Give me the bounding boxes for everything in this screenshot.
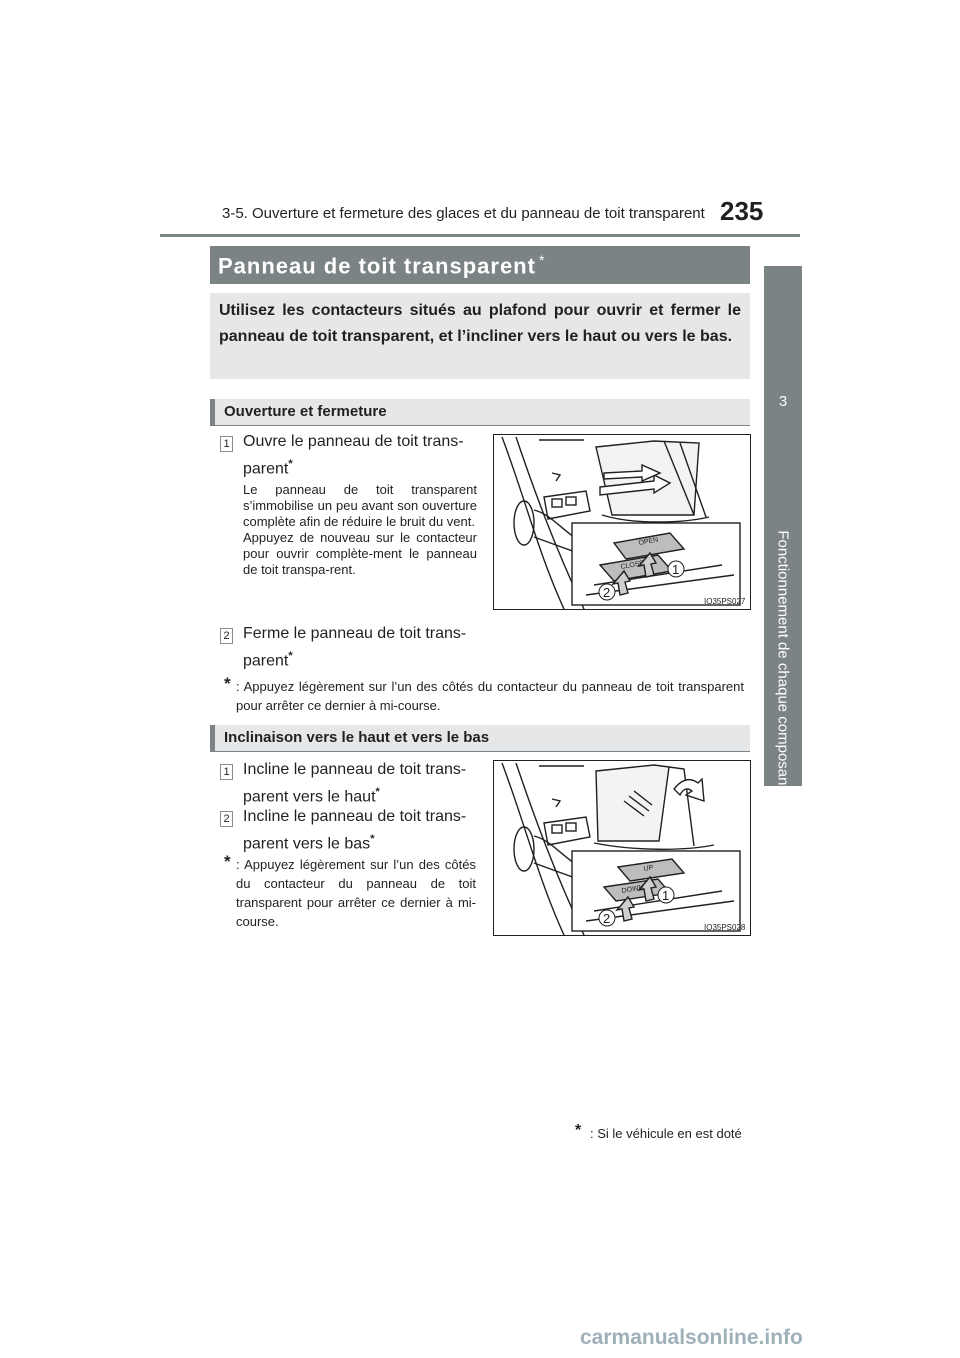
callout-2: 2 (603, 585, 611, 600)
item-tilt-up-line1: Incline le panneau de toit trans- (243, 761, 467, 778)
page-title (218, 252, 545, 279)
section-accent (210, 725, 215, 752)
item-number-2: 2 (220, 811, 233, 827)
note-asterisk: * (224, 674, 231, 693)
up-button-label: UP (643, 864, 654, 873)
item-open-line2: parent (243, 460, 289, 478)
item-open-text (243, 431, 483, 480)
footnote-text: : Si le véhicule en est doté (590, 1126, 742, 1141)
down-button-label: DOWN (621, 884, 645, 895)
figure-tilt (493, 760, 751, 936)
section-title: Ouverture et fermeture (224, 403, 387, 420)
item-tilt-down-line1: Incline le panneau de toit trans- (243, 808, 467, 825)
item-tilt-up-text (243, 759, 483, 808)
item-asterisk: * (288, 458, 293, 470)
callout-2: 2 (603, 911, 611, 926)
item-open-detail-1: Le panneau de toit transparent s’immobilise un peu avant son ouverture complète afin de réduire le bruit du vent. (243, 482, 477, 529)
sunroof-open-close-illustration (494, 435, 750, 609)
watermark: carmanualsonline.info (580, 1326, 803, 1349)
intro-text: Utilisez les contacteurs situés au plafond pour ouvrir et fermer le panneau de toit transparent, et l’incliner vers le haut ou vers le bas. (219, 302, 741, 345)
chapter-label: Fonctionnement de chaque composant (774, 530, 792, 790)
item-open-line1: Ouvre le panneau de toit trans- (243, 433, 464, 450)
item-close-line2: parent (243, 652, 289, 670)
item-tilt-down-text (243, 806, 483, 855)
item-number-1: 1 (220, 436, 233, 452)
note-text: : Appuyez légèrement sur l’un des côtés du contacteur du panneau de toit transparent pour arrêter ce dernier à mi-course. (236, 679, 744, 713)
section-accent (210, 399, 215, 426)
close-button-label: CLOSE (620, 559, 645, 571)
item-open-detail (243, 482, 477, 578)
figure-open-close (493, 434, 751, 610)
section-header-tilt (210, 725, 750, 752)
header-divider (160, 234, 800, 237)
open-button-label: OPEN (638, 536, 659, 547)
footnote-asterisk: * (575, 1122, 582, 1139)
sunroof-tilt-illustration (494, 761, 750, 935)
note-asterisk: * (224, 852, 231, 871)
title-asterisk: * (538, 252, 546, 268)
callout-1: 1 (672, 562, 680, 577)
figure-code: IO35PS028 (704, 923, 746, 932)
page-title-text: Panneau de toit transparent (218, 253, 536, 279)
item-asterisk: * (288, 650, 293, 662)
section-header-open-close (210, 399, 750, 426)
figure-code: IO35PS027 (704, 597, 746, 606)
chapter-number: 3 (778, 393, 788, 410)
item-close-text (243, 623, 483, 672)
item-number-1: 1 (220, 764, 233, 780)
section-breadcrumb: 3-5. Ouverture et fermeture des glaces et du panneau de toit transparent (222, 205, 705, 222)
item-tilt-up-line2: parent vers le haut (243, 788, 376, 806)
item-asterisk: * (375, 786, 380, 798)
item-close-line1: Ferme le panneau de toit trans- (243, 625, 467, 642)
item-number-2: 2 (220, 628, 233, 644)
item-asterisk: * (370, 833, 375, 845)
callout-1: 1 (662, 888, 670, 903)
section-title: Inclinaison vers le haut et vers le bas (224, 729, 490, 746)
item-open-detail-2: Appuyez de nouveau sur le contacteur pour ouvrir complète-ment le panneau de toit transpa-rent. (243, 530, 477, 577)
note-text: : Appuyez légèrement sur l’un des côtés du contacteur du panneau de toit transparent pour arrêter ce dernier à mi-course. (236, 857, 476, 929)
page-number: 235 (720, 196, 764, 226)
item-tilt-down-line2: parent vers le bas (243, 835, 371, 853)
